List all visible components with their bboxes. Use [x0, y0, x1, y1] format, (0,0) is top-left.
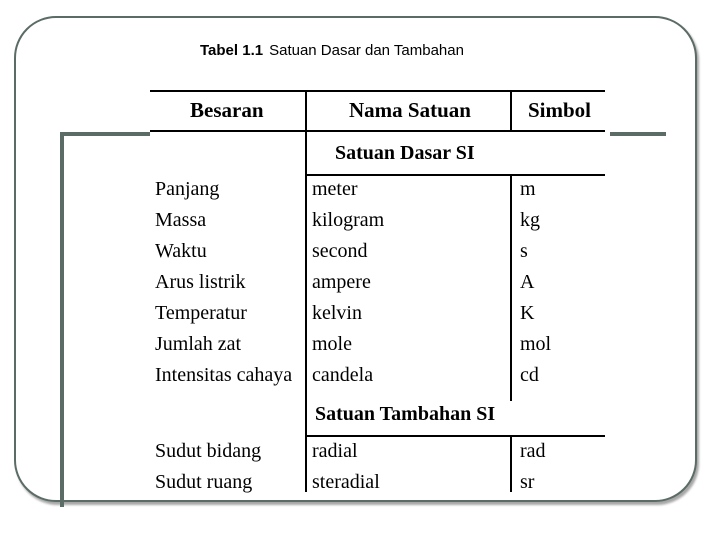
row-symbol: s	[520, 240, 528, 262]
row-quantity: Intensitas cahaya	[155, 364, 293, 386]
row-quantity: Panjang	[155, 178, 220, 200]
section-title-dasar: Satuan Dasar SI	[335, 142, 475, 164]
column-divider-1	[305, 132, 307, 492]
row-quantity: Waktu	[155, 240, 207, 262]
header-besaran: Besaran	[190, 98, 264, 122]
row-symbol: K	[520, 302, 535, 324]
row-symbol: mol	[520, 333, 552, 355]
header-divider-2	[510, 92, 512, 130]
row-symbol: sr	[520, 471, 535, 493]
row-unit: kelvin	[312, 302, 362, 324]
row-quantity: Massa	[155, 209, 207, 231]
row-quantity: Sudut ruang	[155, 471, 253, 493]
row-unit: ampere	[312, 271, 371, 293]
row-symbol: cd	[520, 364, 539, 386]
table-caption	[200, 42, 464, 59]
header-divider-1	[305, 92, 307, 130]
row-symbol: A	[520, 271, 535, 293]
row-unit: steradial	[312, 471, 380, 493]
column-divider-2-lower	[510, 437, 512, 492]
table-top-rule	[150, 90, 605, 92]
column-divider-2-upper	[510, 176, 512, 401]
row-quantity: Jumlah zat	[155, 333, 242, 355]
row-quantity: Sudut bidang	[155, 440, 262, 462]
row-quantity: Arus listrik	[155, 271, 246, 293]
header-nama-satuan: Nama Satuan	[349, 98, 471, 122]
header-simbol: Simbol	[528, 98, 592, 122]
row-unit: mole	[312, 333, 352, 355]
row-unit: second	[312, 240, 368, 262]
row-unit: meter	[312, 178, 358, 200]
units-table	[150, 88, 610, 498]
row-symbol: kg	[520, 209, 540, 231]
row-unit: kilogram	[312, 209, 385, 231]
row-quantity: Temperatur	[155, 302, 247, 324]
section-title-tambahan: Satuan Tambahan SI	[315, 403, 496, 425]
row-symbol: m	[520, 178, 536, 200]
caption-label: Tabel 1.1	[200, 42, 264, 59]
row-symbol: rad	[520, 440, 546, 462]
caption-title: Satuan Dasar dan Tambahan	[269, 42, 464, 59]
section-1-rule	[305, 174, 605, 176]
row-unit: radial	[312, 440, 358, 462]
header-bottom-rule	[150, 130, 605, 132]
row-unit: candela	[312, 364, 374, 386]
decorative-vertical-bar	[60, 132, 64, 507]
section-2-rule	[305, 435, 605, 437]
